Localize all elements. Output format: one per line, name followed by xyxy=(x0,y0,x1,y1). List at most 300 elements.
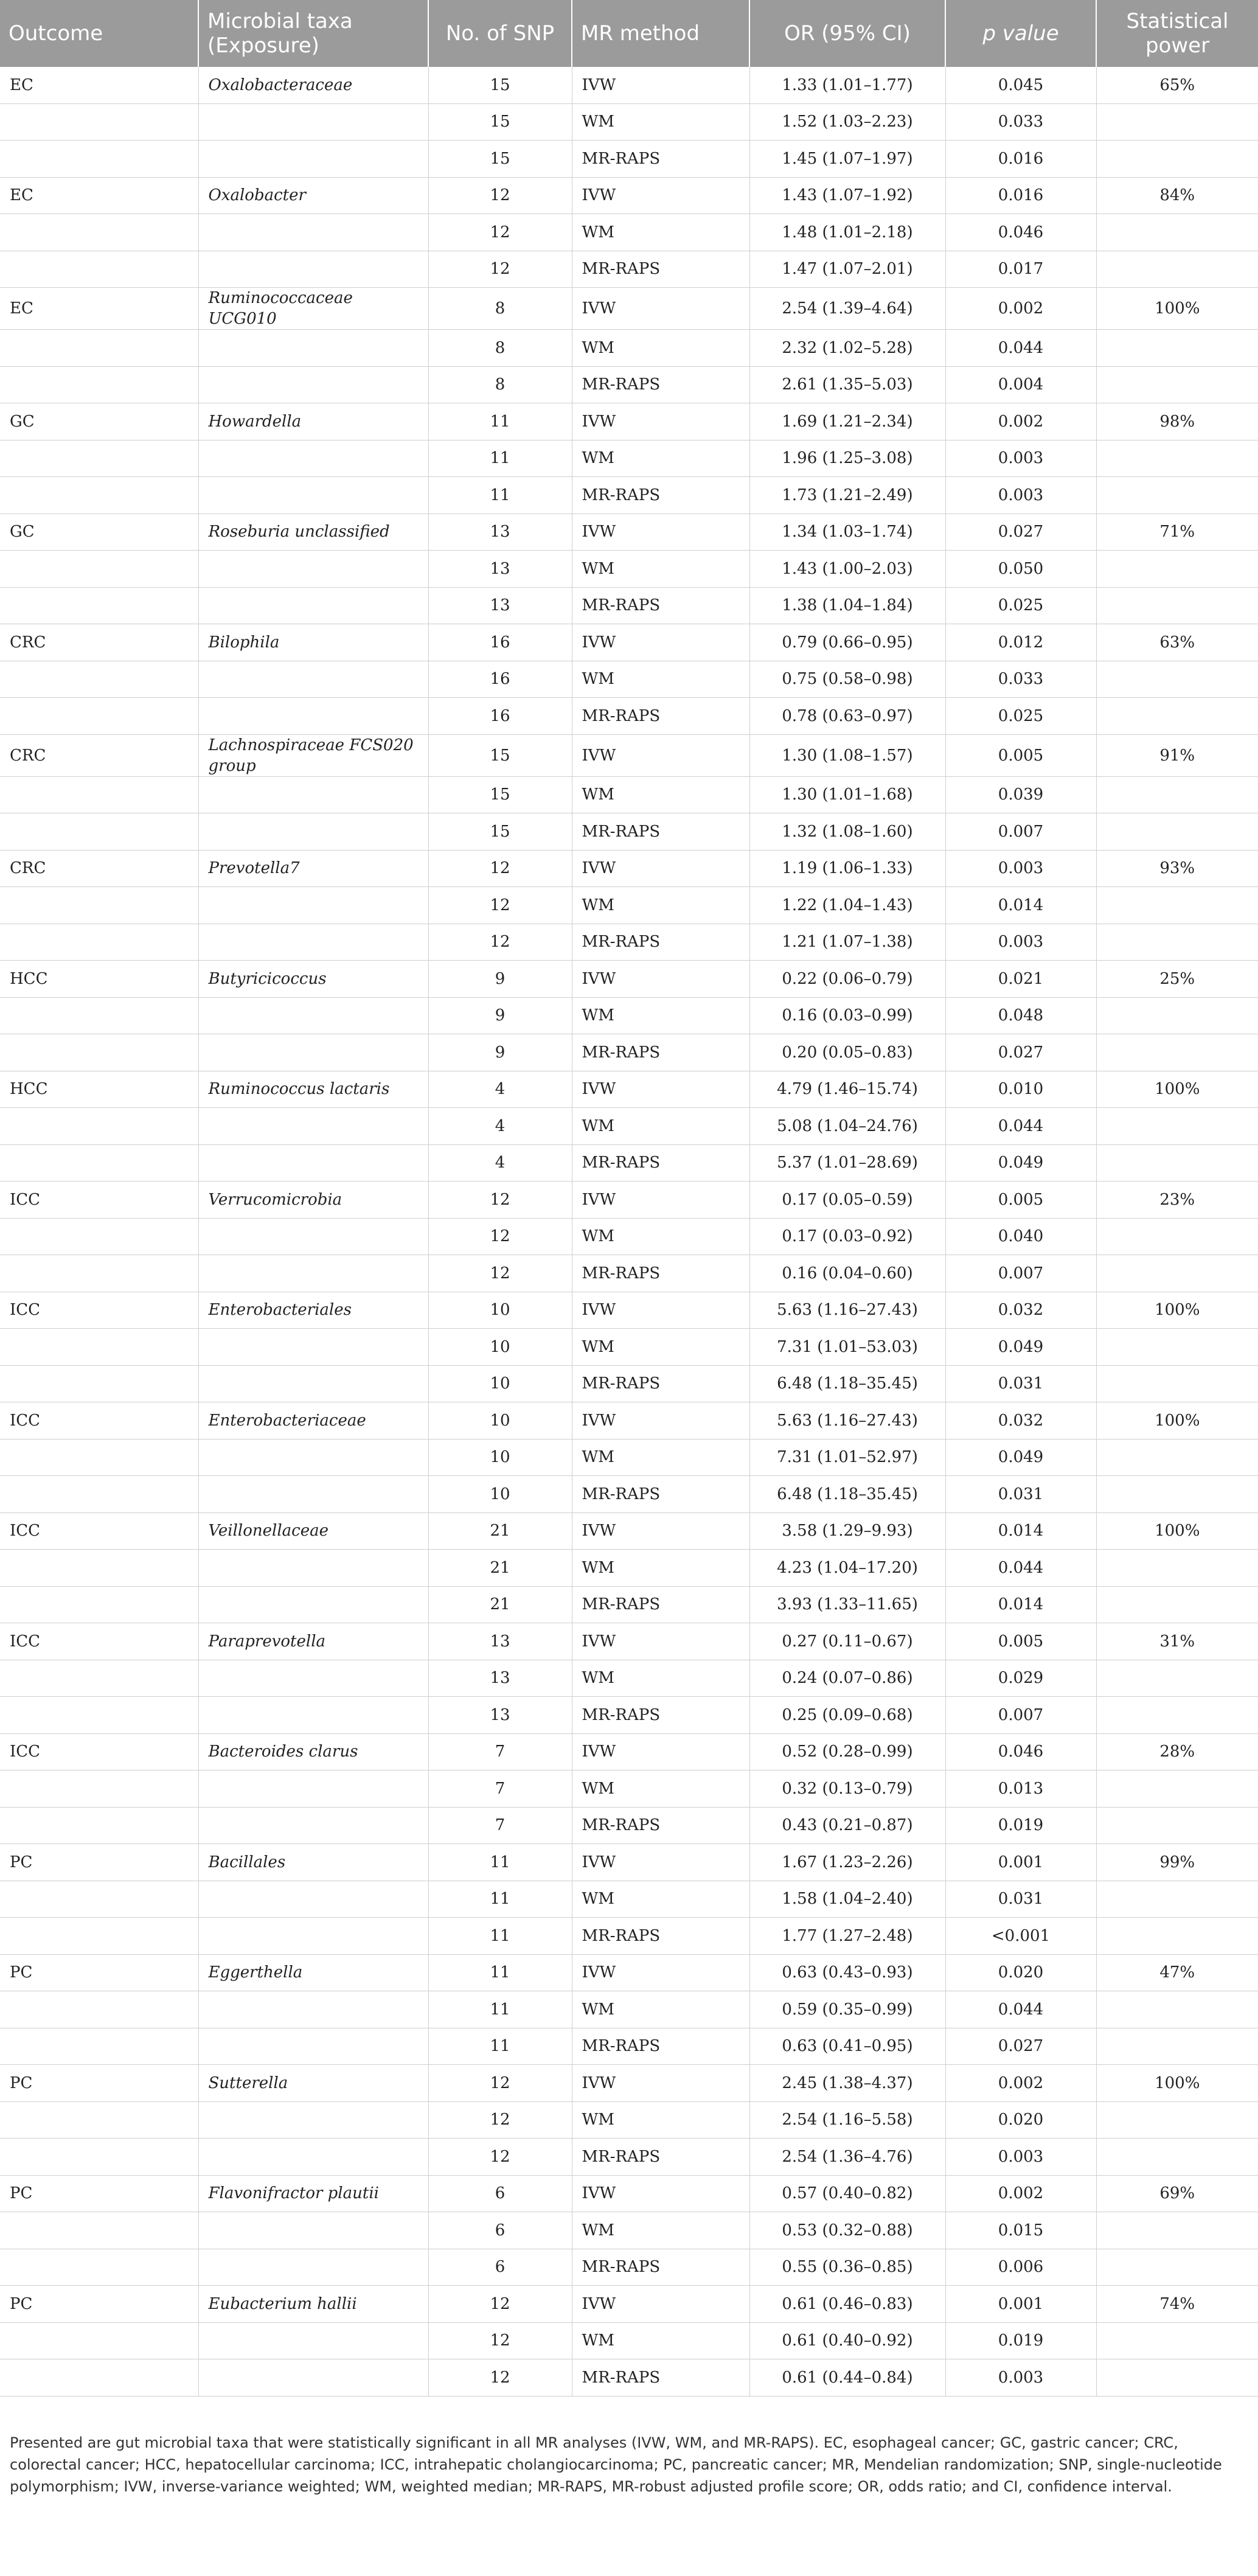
p-value-cell: 0.050 xyxy=(945,551,1096,588)
snp-count-cell: 10 xyxy=(428,1476,572,1513)
mr-method-cell: IVW xyxy=(572,2065,749,2102)
odds-ratio-cell: 0.57 (0.40–0.82) xyxy=(749,2175,945,2212)
mr-method-cell: MR-RAPS xyxy=(572,2139,749,2176)
taxon-cell xyxy=(198,1918,428,1955)
p-value-cell: 0.029 xyxy=(945,1660,1096,1697)
taxon-cell: Flavonifractor plautii xyxy=(198,2175,428,2212)
snp-count-cell: 6 xyxy=(428,2212,572,2249)
odds-ratio-cell: 1.43 (1.07–1.92) xyxy=(749,177,945,214)
odds-ratio-cell: 5.63 (1.16–27.43) xyxy=(749,1402,945,1439)
taxon-cell xyxy=(198,366,428,403)
table-row xyxy=(0,2212,1258,2249)
odds-ratio-cell: 0.17 (0.03–0.92) xyxy=(749,1218,945,1255)
taxon-cell xyxy=(198,924,428,961)
taxon-cell: Verrucomicrobia xyxy=(198,1182,428,1219)
p-value-cell: 0.020 xyxy=(945,1954,1096,1991)
outcome-cell: GC xyxy=(0,513,198,551)
table-row xyxy=(0,1697,1258,1734)
mr-method-cell: WM xyxy=(572,661,749,698)
table-row xyxy=(0,1255,1258,1292)
outcome-cell xyxy=(0,813,198,851)
power-cell xyxy=(1096,661,1258,698)
taxon-cell: Howardella xyxy=(198,403,428,440)
snp-count-cell: 8 xyxy=(428,366,572,403)
mr-method-cell: WM xyxy=(572,2322,749,2359)
odds-ratio-cell: 2.54 (1.39–4.64) xyxy=(749,288,945,330)
odds-ratio-cell: 1.38 (1.04–1.84) xyxy=(749,587,945,624)
outcome-cell xyxy=(0,2212,198,2249)
header-no-of-snp: No. of SNP xyxy=(428,0,572,67)
outcome-cell xyxy=(0,440,198,477)
table-row xyxy=(0,1108,1258,1145)
taxon-cell xyxy=(198,103,428,141)
outcome-cell xyxy=(0,1329,198,1366)
snp-count-cell: 15 xyxy=(428,103,572,141)
odds-ratio-cell: 3.93 (1.33–11.65) xyxy=(749,1586,945,1623)
power-cell xyxy=(1096,2212,1258,2249)
mr-method-cell: MR-RAPS xyxy=(572,1255,749,1292)
taxon-cell: Paraprevotella xyxy=(198,1623,428,1660)
power-cell xyxy=(1096,2028,1258,2065)
taxon-cell xyxy=(198,251,428,288)
snp-count-cell: 9 xyxy=(428,961,572,998)
odds-ratio-cell: 2.32 (1.02–5.28) xyxy=(749,330,945,367)
snp-count-cell: 12 xyxy=(428,1255,572,1292)
power-cell xyxy=(1096,1218,1258,1255)
p-value-cell: 0.040 xyxy=(945,1218,1096,1255)
table-row xyxy=(0,1071,1258,1108)
p-value-cell: 0.003 xyxy=(945,850,1096,887)
p-value-cell: 0.048 xyxy=(945,997,1096,1034)
taxon-cell xyxy=(198,1255,428,1292)
mr-method-cell: MR-RAPS xyxy=(572,1697,749,1734)
odds-ratio-cell: 7.31 (1.01–52.97) xyxy=(749,1439,945,1476)
p-value-cell: 0.046 xyxy=(945,1733,1096,1770)
mr-method-cell: IVW xyxy=(572,1733,749,1770)
outcome-cell xyxy=(0,1991,198,2028)
taxon-cell xyxy=(198,551,428,588)
p-value-cell: 0.010 xyxy=(945,1071,1096,1108)
snp-count-cell: 21 xyxy=(428,1586,572,1623)
p-value-cell: 0.002 xyxy=(945,2065,1096,2102)
snp-count-cell: 12 xyxy=(428,2139,572,2176)
outcome-cell: PC xyxy=(0,2065,198,2102)
mr-method-cell: MR-RAPS xyxy=(572,477,749,514)
outcome-cell: ICC xyxy=(0,1292,198,1329)
power-cell xyxy=(1096,1476,1258,1513)
power-cell xyxy=(1096,1329,1258,1366)
p-value-cell: 0.002 xyxy=(945,2175,1096,2212)
table-row xyxy=(0,141,1258,178)
outcome-cell xyxy=(0,1660,198,1697)
taxon-cell xyxy=(198,1439,428,1476)
p-value-cell: 0.005 xyxy=(945,734,1096,776)
table-row xyxy=(0,1292,1258,1329)
power-cell: 71% xyxy=(1096,513,1258,551)
snp-count-cell: 12 xyxy=(428,887,572,924)
odds-ratio-cell: 0.63 (0.41–0.95) xyxy=(749,2028,945,2065)
power-cell xyxy=(1096,698,1258,735)
mr-method-cell: MR-RAPS xyxy=(572,1144,749,1182)
taxon-cell: Bacteroides clarus xyxy=(198,1733,428,1770)
taxon-cell: Butyricicoccus xyxy=(198,961,428,998)
p-value-cell: 0.044 xyxy=(945,1991,1096,2028)
power-cell xyxy=(1096,924,1258,961)
outcome-cell xyxy=(0,1881,198,1918)
power-cell xyxy=(1096,551,1258,588)
odds-ratio-cell: 0.63 (0.43–0.93) xyxy=(749,1954,945,1991)
odds-ratio-cell: 0.61 (0.44–0.84) xyxy=(749,2359,945,2397)
snp-count-cell: 4 xyxy=(428,1108,572,1145)
snp-count-cell: 15 xyxy=(428,141,572,178)
odds-ratio-cell: 5.63 (1.16–27.43) xyxy=(749,1292,945,1329)
snp-count-cell: 10 xyxy=(428,1402,572,1439)
power-cell xyxy=(1096,776,1258,813)
snp-count-cell: 21 xyxy=(428,1513,572,1550)
mr-method-cell: IVW xyxy=(572,67,749,103)
header-outcome: Outcome xyxy=(0,0,198,67)
mr-method-cell: WM xyxy=(572,1770,749,1808)
odds-ratio-cell: 0.25 (0.09–0.68) xyxy=(749,1697,945,1734)
taxon-cell: Roseburia unclassified xyxy=(198,513,428,551)
odds-ratio-cell: 0.20 (0.05–0.83) xyxy=(749,1034,945,1071)
table-row xyxy=(0,1991,1258,2028)
taxon-cell xyxy=(198,1586,428,1623)
snp-count-cell: 10 xyxy=(428,1329,572,1366)
p-value-cell: 0.032 xyxy=(945,1402,1096,1439)
odds-ratio-cell: 2.54 (1.16–5.58) xyxy=(749,2101,945,2139)
outcome-cell xyxy=(0,103,198,141)
snp-count-cell: 12 xyxy=(428,1182,572,1219)
power-cell xyxy=(1096,141,1258,178)
table-row xyxy=(0,2139,1258,2176)
outcome-cell xyxy=(0,997,198,1034)
table-row xyxy=(0,1144,1258,1182)
power-cell xyxy=(1096,330,1258,367)
outcome-cell xyxy=(0,366,198,403)
taxon-cell xyxy=(198,1108,428,1145)
mr-method-cell: MR-RAPS xyxy=(572,698,749,735)
mr-method-cell: WM xyxy=(572,1991,749,2028)
table-row xyxy=(0,850,1258,887)
snp-count-cell: 15 xyxy=(428,67,572,103)
table-row xyxy=(0,1770,1258,1808)
power-cell: 31% xyxy=(1096,1623,1258,1660)
snp-count-cell: 15 xyxy=(428,813,572,851)
odds-ratio-cell: 2.45 (1.38–4.37) xyxy=(749,2065,945,2102)
p-value-cell: 0.003 xyxy=(945,924,1096,961)
snp-count-cell: 12 xyxy=(428,214,572,251)
outcome-cell xyxy=(0,1697,198,1734)
power-cell xyxy=(1096,813,1258,851)
power-cell xyxy=(1096,1439,1258,1476)
snp-count-cell: 11 xyxy=(428,1991,572,2028)
taxon-cell xyxy=(198,477,428,514)
mr-method-cell: MR-RAPS xyxy=(572,2249,749,2286)
table-row xyxy=(0,1586,1258,1623)
outcome-cell: EC xyxy=(0,177,198,214)
snp-count-cell: 11 xyxy=(428,1881,572,1918)
power-cell: 65% xyxy=(1096,67,1258,103)
mr-method-cell: IVW xyxy=(572,1292,749,1329)
odds-ratio-cell: 0.16 (0.03–0.99) xyxy=(749,997,945,1034)
table-row xyxy=(0,1881,1258,1918)
snp-count-cell: 12 xyxy=(428,2322,572,2359)
power-cell: 84% xyxy=(1096,177,1258,214)
taxon-cell: Eggerthella xyxy=(198,1954,428,1991)
mr-method-cell: WM xyxy=(572,1439,749,1476)
taxon-cell xyxy=(198,1034,428,1071)
table-header xyxy=(0,0,1258,67)
p-value-cell: 0.002 xyxy=(945,288,1096,330)
outcome-cell xyxy=(0,698,198,735)
taxon-cell xyxy=(198,2212,428,2249)
p-value-cell: 0.004 xyxy=(945,366,1096,403)
table-row xyxy=(0,1476,1258,1513)
odds-ratio-cell: 7.31 (1.01–53.03) xyxy=(749,1329,945,1366)
odds-ratio-cell: 0.27 (0.11–0.67) xyxy=(749,1623,945,1660)
odds-ratio-cell: 1.19 (1.06–1.33) xyxy=(749,850,945,887)
odds-ratio-cell: 1.67 (1.23–2.26) xyxy=(749,1844,945,1881)
table-row xyxy=(0,1807,1258,1844)
mr-method-cell: WM xyxy=(572,330,749,367)
snp-count-cell: 6 xyxy=(428,2249,572,2286)
p-value-cell: 0.027 xyxy=(945,1034,1096,1071)
p-value-cell: 0.021 xyxy=(945,961,1096,998)
table-row xyxy=(0,440,1258,477)
mr-method-cell: IVW xyxy=(572,850,749,887)
outcome-cell xyxy=(0,2359,198,2397)
snp-count-cell: 13 xyxy=(428,1697,572,1734)
odds-ratio-cell: 6.48 (1.18–35.45) xyxy=(749,1365,945,1402)
p-value-cell: 0.005 xyxy=(945,1182,1096,1219)
mr-method-cell: IVW xyxy=(572,1513,749,1550)
snp-count-cell: 12 xyxy=(428,2065,572,2102)
outcome-cell xyxy=(0,251,198,288)
p-value-cell: 0.027 xyxy=(945,513,1096,551)
odds-ratio-cell: 1.34 (1.03–1.74) xyxy=(749,513,945,551)
table-row xyxy=(0,1954,1258,1991)
table-row xyxy=(0,551,1258,588)
mr-method-cell: MR-RAPS xyxy=(572,366,749,403)
mr-method-cell: WM xyxy=(572,1218,749,1255)
table-row xyxy=(0,177,1258,214)
outcome-cell: PC xyxy=(0,1954,198,1991)
power-cell: 23% xyxy=(1096,1182,1258,1219)
mr-method-cell: WM xyxy=(572,2212,749,2249)
snp-count-cell: 6 xyxy=(428,2175,572,2212)
p-value-cell: 0.049 xyxy=(945,1144,1096,1182)
mr-method-cell: WM xyxy=(572,776,749,813)
power-cell xyxy=(1096,2101,1258,2139)
outcome-cell xyxy=(0,1586,198,1623)
p-value-cell: 0.014 xyxy=(945,1586,1096,1623)
power-cell: 100% xyxy=(1096,1402,1258,1439)
taxon-cell xyxy=(198,330,428,367)
odds-ratio-cell: 0.59 (0.35–0.99) xyxy=(749,1991,945,2028)
mr-method-cell: IVW xyxy=(572,1623,749,1660)
footnote-text: Presented are gut microbial taxa that were statistically significant in all MR analyses (IVW, WM, and MR-RAPS). EC, esophageal cancer; GC, gastric cancer; CRC, colorectal cancer; HCC, hepatocellular carcinoma; ICC, intrahepatic cholangiocarcinoma; PC, pancreatic cancer; MR, Mendelian randomization; SNP, single-nucleotide polymorphism; IVW, inverse-variance weighted; WM, weighted median; MR-RAPS, MR-robust adjusted profile score; OR, odds ratio; and CI, confidence interval. xyxy=(10,2434,1222,2495)
outcome-cell: CRC xyxy=(0,850,198,887)
table-row xyxy=(0,1218,1258,1255)
snp-count-cell: 11 xyxy=(428,1844,572,1881)
snp-count-cell: 11 xyxy=(428,1954,572,1991)
p-value-cell: 0.003 xyxy=(945,2359,1096,2397)
taxon-cell xyxy=(198,1991,428,2028)
power-cell xyxy=(1096,477,1258,514)
p-value-cell: 0.003 xyxy=(945,2139,1096,2176)
taxon-cell xyxy=(198,1365,428,1402)
mr-method-cell: WM xyxy=(572,887,749,924)
table-row xyxy=(0,2322,1258,2359)
p-value-cell: 0.020 xyxy=(945,2101,1096,2139)
outcome-cell xyxy=(0,551,198,588)
p-value-cell: 0.007 xyxy=(945,1697,1096,1734)
taxon-cell xyxy=(198,698,428,735)
mr-method-cell: IVW xyxy=(572,1844,749,1881)
odds-ratio-cell: 4.79 (1.46–15.74) xyxy=(749,1071,945,1108)
power-cell: 93% xyxy=(1096,850,1258,887)
odds-ratio-cell: 3.58 (1.29–9.93) xyxy=(749,1513,945,1550)
table-row xyxy=(0,1329,1258,1366)
mr-method-cell: WM xyxy=(572,1329,749,1366)
snp-count-cell: 13 xyxy=(428,587,572,624)
outcome-cell: ICC xyxy=(0,1402,198,1439)
table-row xyxy=(0,2286,1258,2323)
snp-count-cell: 4 xyxy=(428,1071,572,1108)
odds-ratio-cell: 0.24 (0.07–0.86) xyxy=(749,1660,945,1697)
p-value-cell: 0.031 xyxy=(945,1881,1096,1918)
outcome-cell xyxy=(0,2249,198,2286)
taxon-cell: Veillonellaceae xyxy=(198,1513,428,1550)
outcome-cell: HCC xyxy=(0,961,198,998)
mr-method-cell: MR-RAPS xyxy=(572,1034,749,1071)
table-row xyxy=(0,1844,1258,1881)
outcome-cell xyxy=(0,1365,198,1402)
odds-ratio-cell: 0.52 (0.28–0.99) xyxy=(749,1733,945,1770)
snp-count-cell: 12 xyxy=(428,2101,572,2139)
mr-method-cell: MR-RAPS xyxy=(572,1365,749,1402)
mr-method-cell: MR-RAPS xyxy=(572,1918,749,1955)
table-row xyxy=(0,477,1258,514)
p-value-cell: 0.003 xyxy=(945,477,1096,514)
table-row xyxy=(0,924,1258,961)
mr-method-cell: WM xyxy=(572,997,749,1034)
odds-ratio-cell: 1.45 (1.07–1.97) xyxy=(749,141,945,178)
power-cell: 69% xyxy=(1096,2175,1258,2212)
table-row xyxy=(0,776,1258,813)
outcome-cell: ICC xyxy=(0,1182,198,1219)
outcome-cell xyxy=(0,477,198,514)
outcome-cell: HCC xyxy=(0,1071,198,1108)
table-row xyxy=(0,1513,1258,1550)
snp-count-cell: 13 xyxy=(428,1660,572,1697)
mr-method-cell: IVW xyxy=(572,1182,749,1219)
power-cell: 99% xyxy=(1096,1844,1258,1881)
taxon-cell xyxy=(198,813,428,851)
mr-method-cell: IVW xyxy=(572,961,749,998)
outcome-cell xyxy=(0,924,198,961)
p-value-cell: 0.044 xyxy=(945,1108,1096,1145)
header-statistical-power: Statistical power xyxy=(1096,0,1258,67)
header-p-value-label: p value xyxy=(982,21,1059,46)
snp-count-cell: 7 xyxy=(428,1770,572,1808)
table-row xyxy=(0,214,1258,251)
p-value-cell: 0.025 xyxy=(945,698,1096,735)
taxon-cell: Ruminococcaceae UCG010 xyxy=(198,288,428,330)
power-cell xyxy=(1096,214,1258,251)
mr-method-cell: IVW xyxy=(572,1071,749,1108)
p-value-cell: 0.033 xyxy=(945,661,1096,698)
outcome-cell: CRC xyxy=(0,734,198,776)
snp-count-cell: 8 xyxy=(428,330,572,367)
table-row xyxy=(0,1660,1258,1697)
table-row xyxy=(0,1402,1258,1439)
power-cell: 98% xyxy=(1096,403,1258,440)
odds-ratio-cell: 1.33 (1.01–1.77) xyxy=(749,67,945,103)
mr-method-cell: WM xyxy=(572,1881,749,1918)
outcome-cell: ICC xyxy=(0,1623,198,1660)
snp-count-cell: 7 xyxy=(428,1733,572,1770)
outcome-cell xyxy=(0,1034,198,1071)
snp-count-cell: 16 xyxy=(428,661,572,698)
mr-method-cell: IVW xyxy=(572,734,749,776)
taxon-cell: Oxalobacteraceae xyxy=(198,67,428,103)
mr-method-cell: MR-RAPS xyxy=(572,2359,749,2397)
p-value-cell: 0.019 xyxy=(945,2322,1096,2359)
outcome-cell xyxy=(0,2322,198,2359)
table-row xyxy=(0,624,1258,661)
taxon-cell xyxy=(198,214,428,251)
table-row xyxy=(0,661,1258,698)
power-cell xyxy=(1096,1550,1258,1587)
table-footnote xyxy=(0,2397,1258,2498)
p-value-cell: 0.032 xyxy=(945,1292,1096,1329)
taxon-cell xyxy=(198,1476,428,1513)
mr-method-cell: MR-RAPS xyxy=(572,1586,749,1623)
taxon-cell xyxy=(198,1770,428,1808)
taxon-cell: Lachnospiraceae FCS020 group xyxy=(198,734,428,776)
mr-method-cell: IVW xyxy=(572,2175,749,2212)
p-value-cell: 0.014 xyxy=(945,1513,1096,1550)
p-value-cell: <0.001 xyxy=(945,1918,1096,1955)
taxon-cell: Bilophila xyxy=(198,624,428,661)
power-cell xyxy=(1096,103,1258,141)
outcome-cell xyxy=(0,1108,198,1145)
table-row xyxy=(0,2359,1258,2397)
p-value-cell: 0.014 xyxy=(945,887,1096,924)
power-cell: 25% xyxy=(1096,961,1258,998)
odds-ratio-cell: 0.61 (0.40–0.92) xyxy=(749,2322,945,2359)
mr-method-cell: IVW xyxy=(572,2286,749,2323)
power-cell xyxy=(1096,1697,1258,1734)
outcome-cell xyxy=(0,1255,198,1292)
taxon-cell xyxy=(198,141,428,178)
snp-count-cell: 16 xyxy=(428,698,572,735)
snp-count-cell: 8 xyxy=(428,288,572,330)
outcome-cell xyxy=(0,1218,198,1255)
power-cell xyxy=(1096,1144,1258,1182)
p-value-cell: 0.017 xyxy=(945,251,1096,288)
power-cell xyxy=(1096,997,1258,1034)
power-cell: 28% xyxy=(1096,1733,1258,1770)
mr-method-cell: MR-RAPS xyxy=(572,924,749,961)
table-row xyxy=(0,2065,1258,2102)
mr-method-cell: IVW xyxy=(572,403,749,440)
taxon-cell xyxy=(198,997,428,1034)
table-row xyxy=(0,1439,1258,1476)
odds-ratio-cell: 1.96 (1.25–3.08) xyxy=(749,440,945,477)
